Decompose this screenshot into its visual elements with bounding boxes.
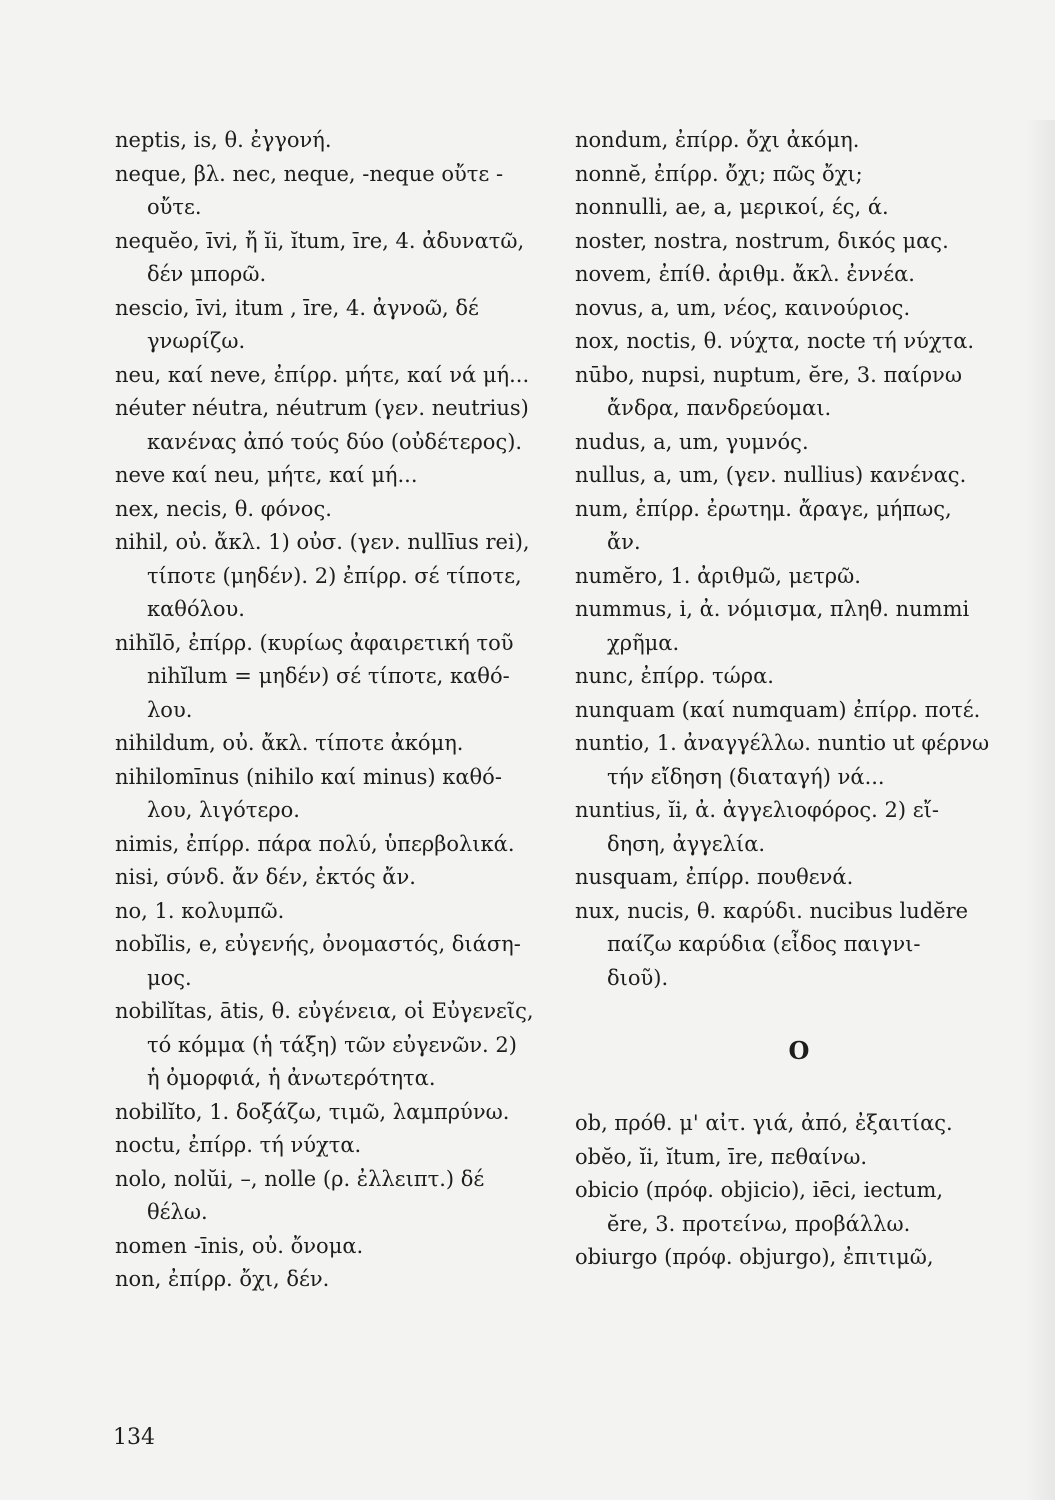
entry-headline: nimis, ἐπίρρ. πάρα πολύ, ὑπερβολικά. <box>115 831 515 856</box>
entry-continuation: χρῆμα. <box>607 630 680 655</box>
dictionary-entry <box>115 828 555 862</box>
entry-headline: nobĭlis, e, εὐγενής, ὀνομαστός, διάση- <box>115 932 521 956</box>
dictionary-entry <box>115 526 555 627</box>
page-edge-shadow <box>1025 120 1055 1500</box>
entry-headline: noctu, ἐπίρρ. τή νύχτα. <box>115 1133 362 1157</box>
section-letter: O <box>788 1036 810 1065</box>
entry-headline: néuter néutra, néutrum (γεν. neutrius) <box>115 396 529 420</box>
entry-continuation: ĕre, 3. προτείνω, προβάλλω. <box>607 1211 911 1236</box>
entry-headline: nunquam (καί numquam) ἐπίρρ. ποτέ. <box>575 697 981 722</box>
entry-continuation: τό κόμμα (ἡ τάξη) τῶν εὐγενῶν. 2) <box>147 1032 517 1057</box>
right-column-entries <box>575 124 1023 995</box>
entry-headline: neptis, is, θ. ἐγγονή. <box>115 128 332 152</box>
entry-headline: nuntio, 1. ἀναγγέλλω. nuntio ut φέρνω <box>575 731 990 755</box>
entry-headline: nonnĕ, ἐπίρρ. ὄχι; πῶς ὄχι; <box>575 161 863 186</box>
dictionary-entry <box>575 459 1023 493</box>
left-column <box>115 124 555 1297</box>
entry-continuation: παίζω καρύδια (εἶδος παιγνι- <box>607 932 921 956</box>
entry-headline: novem, ἐπίθ. ἀριθμ. ἄκλ. ἐννέα. <box>575 262 915 286</box>
dictionary-entry <box>575 1107 1023 1141</box>
entry-continuation: κανένας ἀπό τούς δύο (οὐδέτερος). <box>147 429 523 454</box>
dictionary-entry <box>575 861 1023 895</box>
right-column-entries-after <box>575 1107 1023 1275</box>
entry-continuation: τίποτε (μηδέν). 2) ἐπίρρ. σέ τίποτε, <box>147 563 522 588</box>
entry-headline: nequĕo, īvi, ἤ ĭi, ĭtum, īre, 4. ἀδυνατῶ, <box>115 228 525 253</box>
dictionary-entry <box>115 292 555 359</box>
dictionary-entry <box>575 158 1023 192</box>
page-number: 134 <box>113 1425 155 1450</box>
entry-headline: nondum, ἐπίρρ. ὄχι ἀκόμη. <box>575 128 860 152</box>
dictionary-entry <box>115 124 555 158</box>
entry-headline: nomen -īnis, οὐ. ὄνομα. <box>115 1233 364 1258</box>
dictionary-entry <box>575 560 1023 594</box>
entry-continuation: λου. <box>147 697 193 722</box>
entry-headline: nihilomīnus (nihilo καί minus) καθό- <box>115 764 502 789</box>
entry-headline: nox, noctis, θ. νύχτα, nocte τή νύχτα. <box>575 329 975 353</box>
entry-headline: nusquam, ἐπίρρ. πουθενά. <box>575 865 854 889</box>
dictionary-entry <box>115 995 555 1096</box>
entry-headline: neque, βλ. nec, neque, -neque οὔτε - <box>115 161 504 186</box>
entry-headline: nex, necis, θ. φόνος. <box>115 496 332 521</box>
entry-headline: neve καί neu, μήτε, καί μή... <box>115 463 418 487</box>
entry-headline: nolo, nolŭi, –, nolle (ρ. ἐλλειπτ.) δέ <box>115 1166 485 1191</box>
dictionary-entry <box>575 292 1023 326</box>
entry-headline: nūbo, nupsi, nuptum, ĕre, 3. παίρνω <box>575 362 962 387</box>
dictionary-entry <box>115 459 555 493</box>
dictionary-entry <box>115 225 555 292</box>
entry-headline: neu, καί neve, ἐπίρρ. μήτε, καί νά μή... <box>115 362 530 387</box>
dictionary-entry <box>575 493 1023 560</box>
dictionary-entry <box>575 258 1023 292</box>
entry-continuation: λου, λιγότερο. <box>147 798 300 822</box>
entry-headline: noster, nostra, nostrum, δικός μας. <box>575 228 949 253</box>
entry-headline: nullus, a, um, (γεν. nullius) κανένας. <box>575 463 967 487</box>
entry-headline: nobilĭtas, ātis, θ. εὐγένεια, οἱ Εὐγενεῖς, <box>115 999 534 1023</box>
entry-continuation: δέν μπορῶ. <box>147 262 267 286</box>
entry-continuation: θέλω. <box>147 1200 208 1224</box>
entry-headline: nescio, īvi, itum , īre, 4. ἀγνοῶ, δέ <box>115 295 479 320</box>
entry-continuation: δηση, ἀγγελία. <box>607 831 766 856</box>
dictionary-entry <box>115 1263 555 1297</box>
entry-headline: obicio (πρόφ. objicio), iēci, iectum, <box>575 1178 944 1202</box>
dictionary-entry <box>575 225 1023 259</box>
entry-headline: obiurgo (πρόφ. objurgo), ἐπιτιμῶ, <box>575 1245 934 1269</box>
entry-headline: non, ἐπίρρ. ὄχι, δέν. <box>115 1267 330 1291</box>
dictionary-entry <box>575 191 1023 225</box>
dictionary-entry <box>115 727 555 761</box>
dictionary-entry <box>575 1141 1023 1175</box>
entry-headline: nunc, ἐπίρρ. τώρα. <box>575 664 774 688</box>
dictionary-entry <box>115 861 555 895</box>
entry-headline: obĕo, ĭi, ĭtum, īre, πεθαίνω. <box>575 1144 868 1169</box>
dictionary-entry <box>575 895 1023 996</box>
entry-continuation: καθόλου. <box>147 597 245 621</box>
dictionary-entry <box>575 660 1023 694</box>
dictionary-entry <box>115 928 555 995</box>
entry-continuation: nihĭlum = μηδέν) σέ τίποτε, καθό- <box>147 664 510 688</box>
entry-continuation: διοῦ). <box>607 965 669 990</box>
entry-headline: nihildum, οὐ. ἄκλ. τίποτε ἀκόμη. <box>115 731 464 755</box>
dictionary-entry <box>575 359 1023 426</box>
dictionary-entry <box>115 761 555 828</box>
entry-headline: novus, a, um, νέος, καινούριος. <box>575 295 911 320</box>
entry-continuation: τήν εἴδηση (διαταγή) νά... <box>607 764 885 789</box>
dictionary-entry <box>575 325 1023 359</box>
entry-continuation: γνωρίζω. <box>147 329 246 353</box>
dictionary-entry <box>575 794 1023 861</box>
dictionary-entry <box>115 1129 555 1163</box>
dictionary-entry <box>575 124 1023 158</box>
dictionary-entry <box>575 1241 1023 1275</box>
entry-headline: nux, nucis, θ. καρύδι. nucibus ludĕre <box>575 898 969 923</box>
entry-continuation: ἄν. <box>607 530 641 554</box>
entry-continuation: ἡ ὀμορφιά, ἡ ἀνωτερότητα. <box>147 1066 436 1090</box>
dictionary-entry <box>575 426 1023 460</box>
right-column <box>575 124 1023 1275</box>
dictionary-entry <box>575 593 1023 660</box>
dictionary-entry <box>115 392 555 459</box>
entry-continuation: μος. <box>147 965 192 990</box>
dictionary-entry <box>115 895 555 929</box>
entry-continuation: οὔτε. <box>147 195 202 219</box>
dictionary-entry <box>115 627 555 728</box>
entry-headline: no, 1. κολυμπῶ. <box>115 898 285 923</box>
entry-headline: nummus, i, ἀ. νόμισμα, πληθ. nummi <box>575 597 970 621</box>
dictionary-entry <box>115 359 555 393</box>
entry-headline: numĕro, 1. ἀριθμῶ, μετρῶ. <box>575 563 861 588</box>
entry-headline: num, ἐπίρρ. ἐρωτημ. ἄραγε, μήπως, <box>575 496 952 521</box>
entry-headline: nudus, a, um, γυμνός. <box>575 429 809 454</box>
entry-continuation: ἄνδρα, πανδρεύομαι. <box>607 396 832 420</box>
dictionary-entry <box>575 727 1023 794</box>
dictionary-entry <box>115 1096 555 1130</box>
entry-headline: nuntius, ĭi, ἀ. ἀγγελιοφόρος. 2) εἴ- <box>575 798 939 822</box>
entry-headline: nihĭlō, ἐπίρρ. (κυρίως ἀφαιρετική τοῦ <box>115 630 514 655</box>
entry-headline: ob, πρόθ. μ' αἰτ. γιά, ἀπό, ἐξαιτίας. <box>575 1111 953 1135</box>
entry-headline: nobilĭto, 1. δοξάζω, τιμῶ, λαμπρύνω. <box>115 1099 510 1124</box>
entry-headline: nisi, σύνδ. ἄν δέν, ἐκτός ἄν. <box>115 865 416 889</box>
dictionary-entry <box>575 694 1023 728</box>
dictionary-entry <box>115 493 555 527</box>
dictionary-entry <box>115 158 555 225</box>
entry-headline: nonnulli, ae, a, μερικοί, ές, ά. <box>575 195 889 219</box>
dictionary-entry <box>575 1174 1023 1241</box>
dictionary-entry <box>115 1230 555 1264</box>
entry-headline: nihil, οὐ. ἄκλ. 1) οὐσ. (γεν. nullīus rei), <box>115 530 530 554</box>
dictionary-entry <box>115 1163 555 1230</box>
